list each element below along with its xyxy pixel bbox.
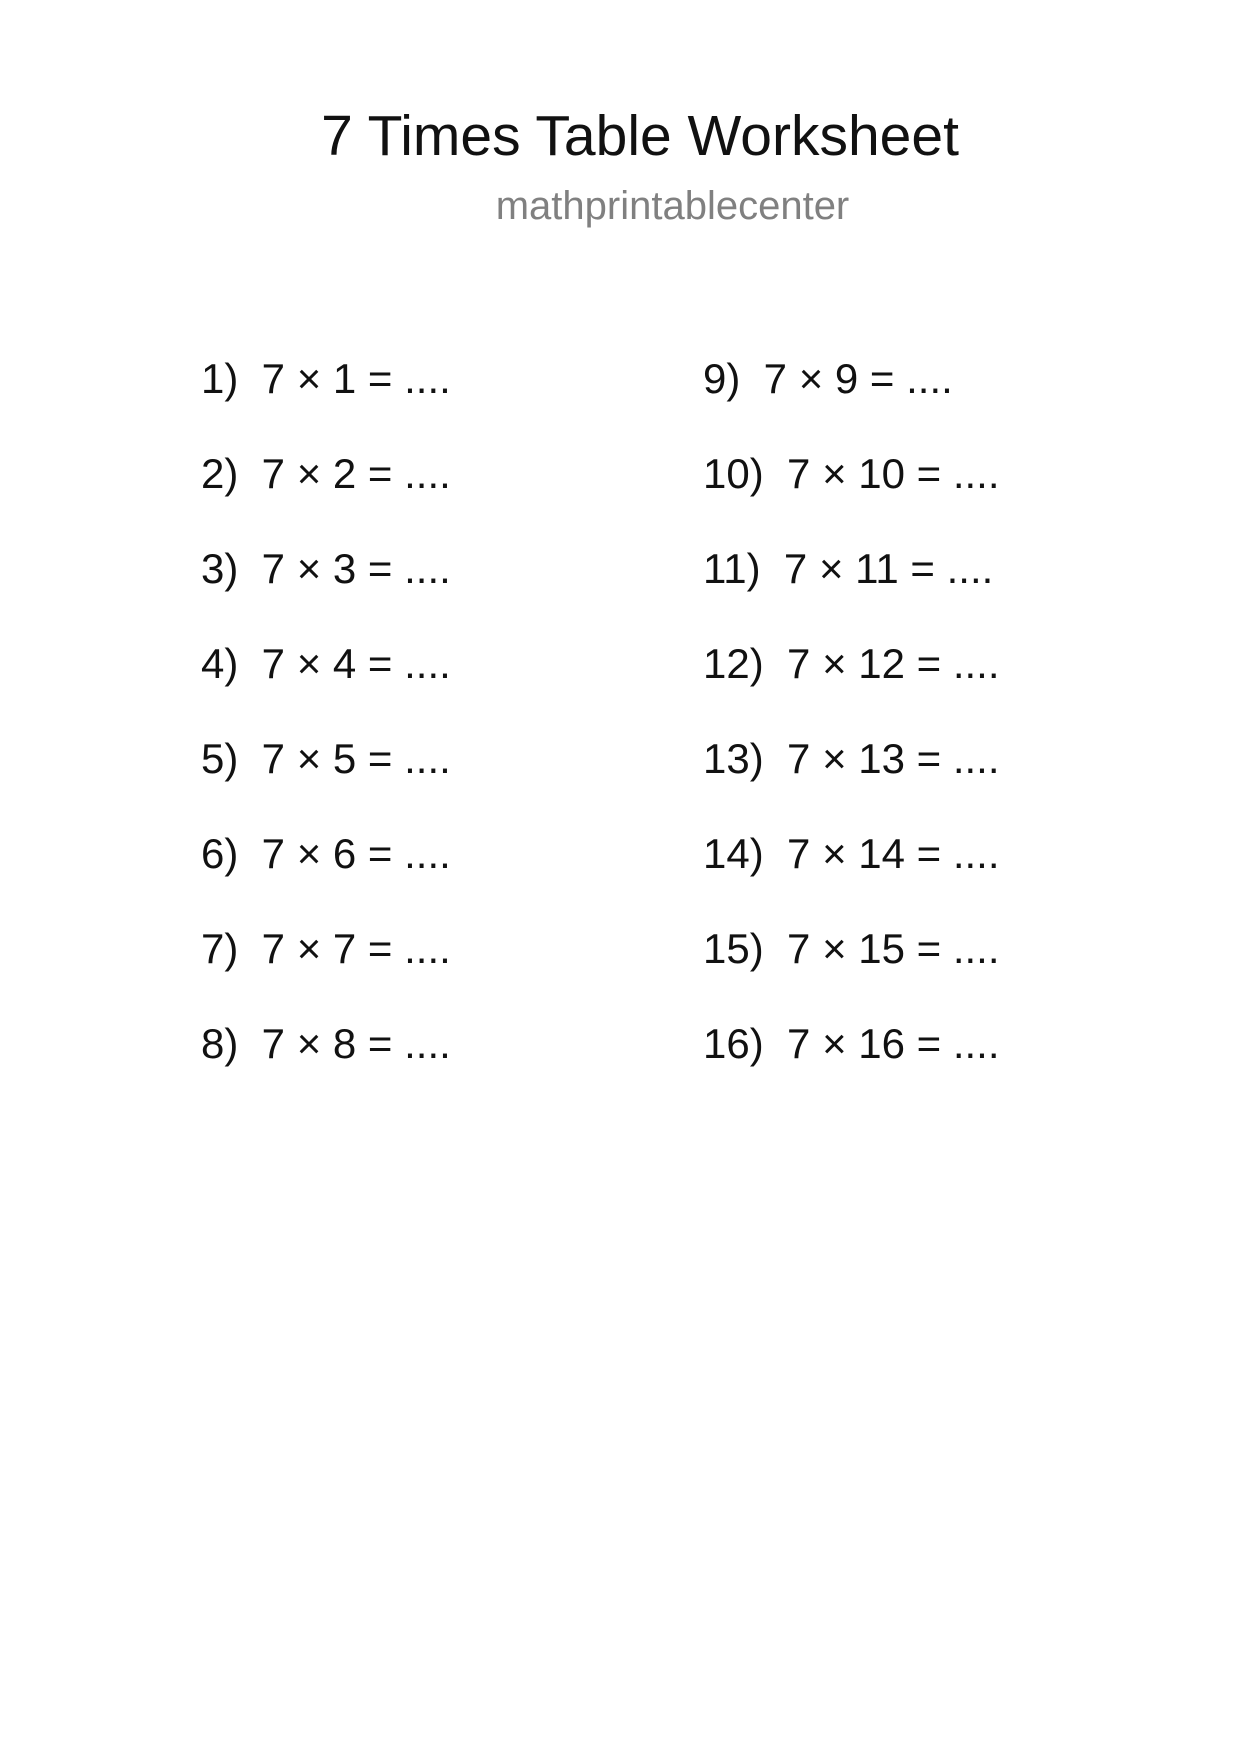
problem-item: 13) 7 × 13 = .... <box>703 735 1000 782</box>
worksheet-subtitle: mathprintablecenter <box>495 184 850 228</box>
problem-item: 11) 7 × 11 = .... <box>703 545 994 592</box>
problem-item: 7) 7 × 7 = .... <box>201 925 451 972</box>
worksheet-title: 7 Times Table Worksheet <box>321 104 959 168</box>
problem-item: 16) 7 × 16 = .... <box>703 1020 1000 1067</box>
problem-item: 2) 7 × 2 = .... <box>201 450 451 497</box>
problem-column-left <box>201 346 701 1106</box>
problem-item: 8) 7 × 8 = .... <box>201 1020 451 1067</box>
problem-item: 12) 7 × 12 = .... <box>703 640 1000 687</box>
problem-item: 9) 7 × 9 = .... <box>703 355 953 402</box>
problem-item: 6) 7 × 6 = .... <box>201 830 451 877</box>
problem-item: 4) 7 × 4 = .... <box>201 640 451 687</box>
problem-item: 1) 7 × 1 = .... <box>201 355 451 402</box>
problem-item: 15) 7 × 15 = .... <box>703 925 1000 972</box>
problem-item: 5) 7 × 5 = .... <box>201 735 451 782</box>
problem-item: 14) 7 × 14 = .... <box>703 830 1000 877</box>
problem-item: 10) 7 × 10 = .... <box>703 450 1000 497</box>
problem-column-right <box>703 346 1203 1106</box>
problem-item: 3) 7 × 3 = .... <box>201 545 451 592</box>
